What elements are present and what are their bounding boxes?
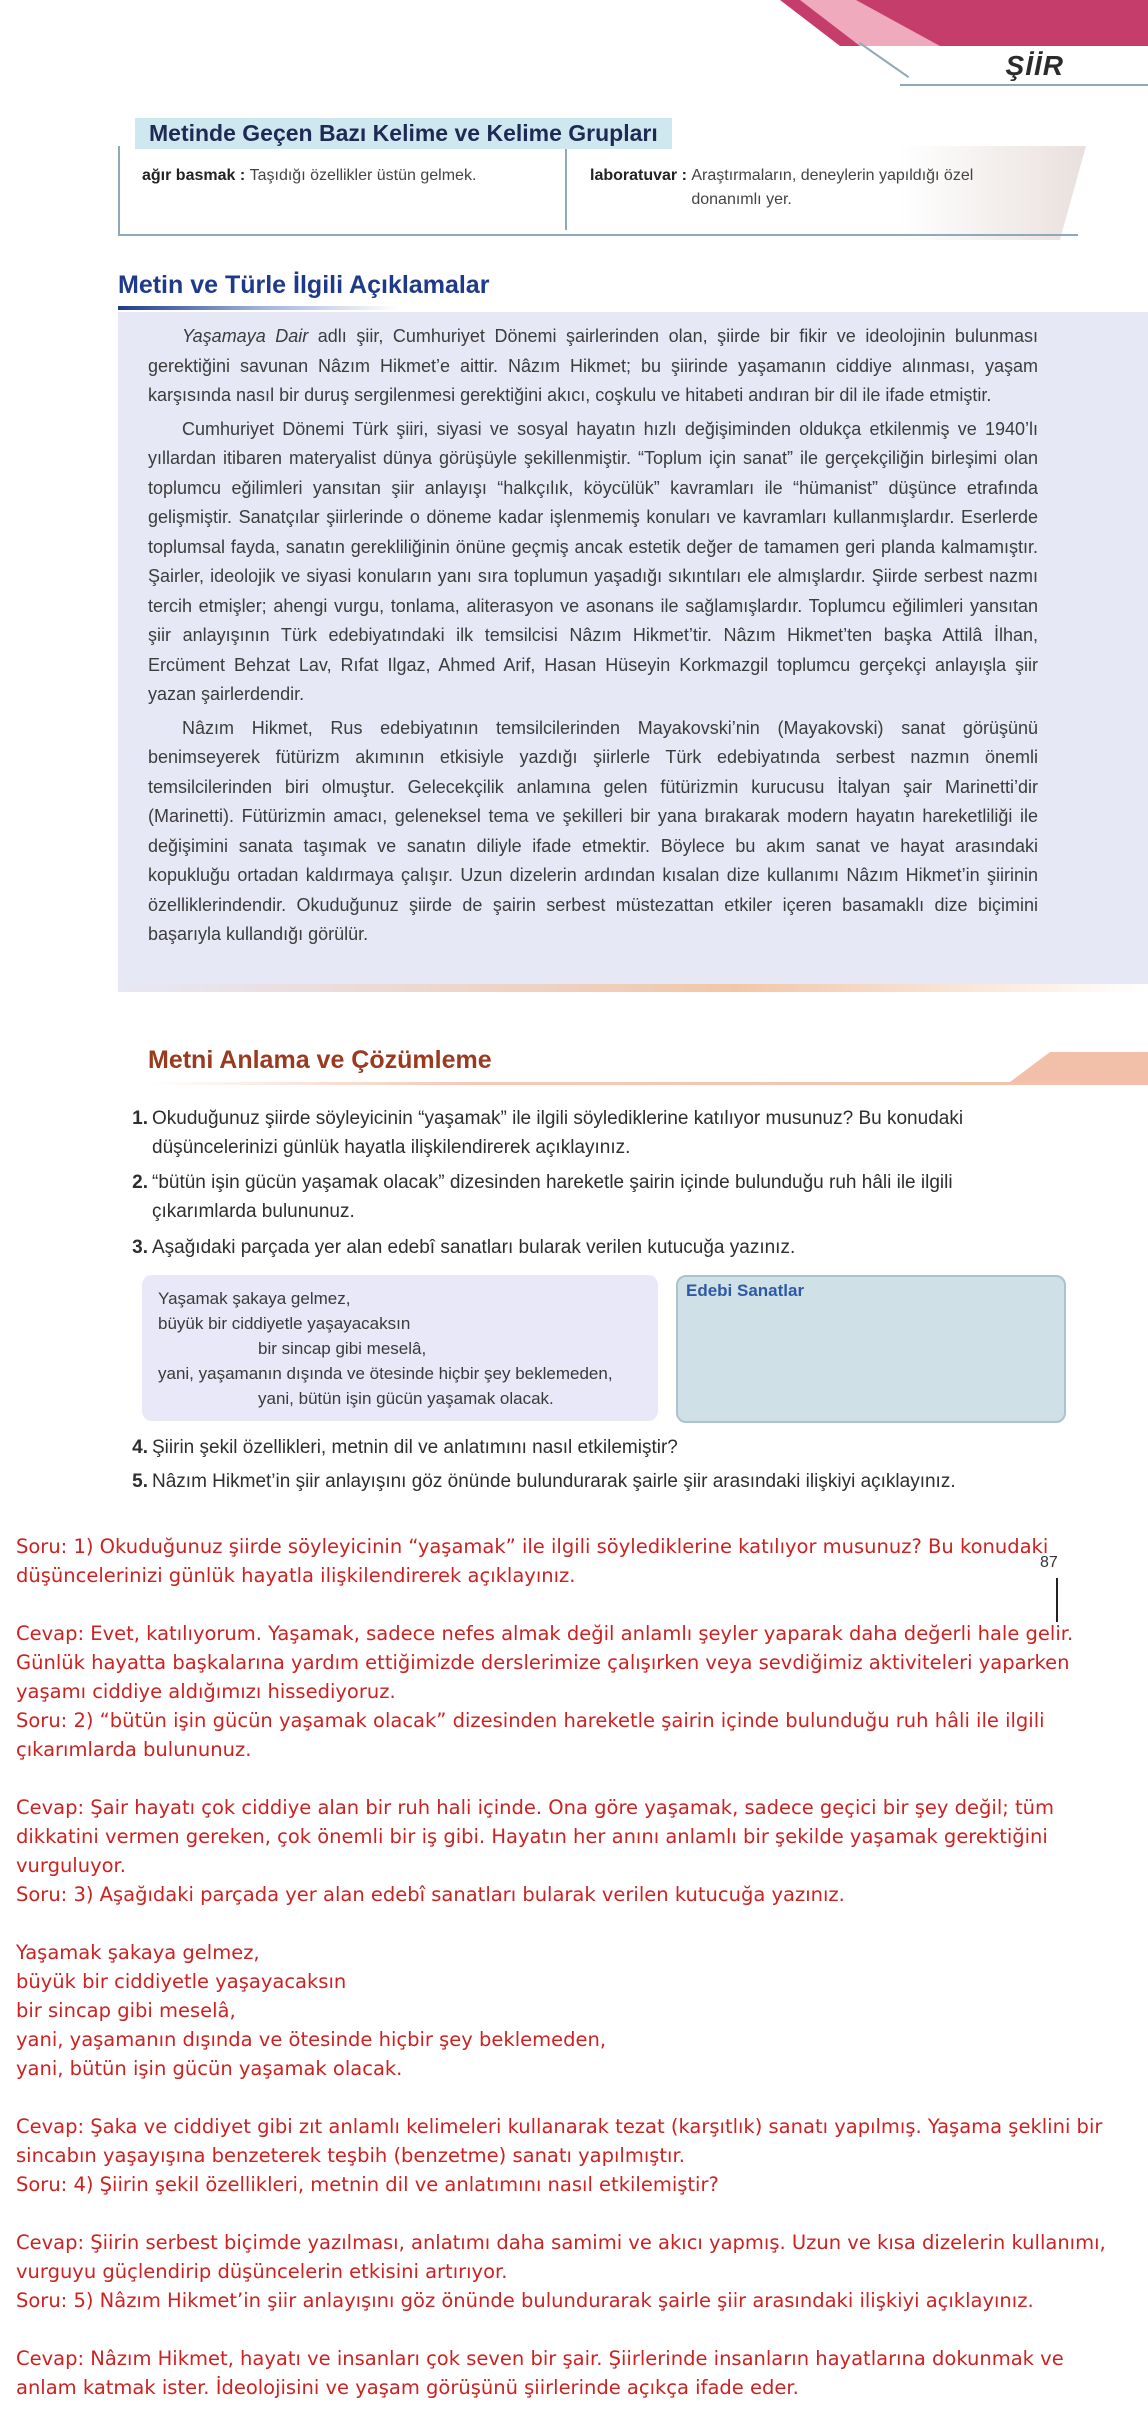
answer-question: Soru: 3) Aşağıdaki parçada yer alan edebî sanatları bularak verilen kutucuğa yazınız.	[16, 1883, 845, 1906]
question-item	[120, 1168, 1070, 1226]
answer-question: Soru: 5) Nâzım Hikmet’in şiir anlayışını göz önünde bulundurarak şairle şiir arasındaki ilişkiyi açıklayınız.	[16, 2289, 1034, 2312]
answer-text: Cevap: Şaka ve ciddiyet gibi zıt anlamlı kelimeleri kullanarak tezat (karşıtlık) sanatı yapılmış. Yaşama şeklini bir sincabın yaşayışına benzeterek teşbih (benzetme) sanatı yapılmıştır.	[16, 2115, 1109, 2167]
poem-line: büyük bir ciddiyetle yaşayacaksın	[158, 1314, 411, 1333]
answer-text: Cevap: Şiirin serbest biçimde yazılması, anlatımı daha samimi ve akıcı yapmış. Uzun ve kısa dizelerin kullanımı, vurguyu güçlendirip düşüncelerin etkisini artırıyor.	[16, 2231, 1112, 2283]
answer-text: Cevap: Evet, katılıyorum. Yaşamak, sadece nefes almak değil anlamlı şeyler yaparak daha değerli hale gelir. Günlük hayatta başkalarına yardım ettiğimizde derslerimize çalışırken veya sevdiğimiz aktiviteleri yaparken yaşamı ciddiye aldığımızı hissediyoruz.	[16, 1622, 1080, 1703]
answer-spacer	[16, 1590, 1126, 1619]
vocabulary-item: laboratuvar : Araştırmaların, deneylerin yapıldığı özel donanımlı yer.	[590, 164, 1040, 212]
header-divider-diagonal	[859, 42, 909, 78]
answer-spacer	[16, 2083, 1126, 2112]
answers-block	[16, 1532, 1126, 2402]
comprehension-title: Metni Anlama ve Çözümleme	[148, 1046, 492, 1074]
vocabulary-term: laboratuvar	[590, 167, 678, 184]
poem-line: yani, yaşamanın dışında ve ötesinde hiçbir şey beklemeden,	[158, 1364, 613, 1383]
header-divider	[900, 84, 1148, 86]
question-item	[120, 1433, 1070, 1462]
question-text: Nâzım Hikmet’in şiir anlayışını göz önünde bulundurarak şairle şiir arasındaki ilişkiyi açıklayınız.	[152, 1471, 956, 1492]
question-number: 1.	[132, 1108, 148, 1129]
comprehension-band	[1010, 1052, 1148, 1082]
poem-line: bir sincap gibi meselâ,	[258, 1339, 427, 1358]
answer-spacer	[16, 1764, 1126, 1793]
explanations-title: Metin ve Türle İlgili Açıklamalar	[118, 271, 490, 299]
answer-question: Soru: 1) Okuduğunuz şiirde söyleyicinin “yaşamak” ile ilgili söylediklerine katılıyor musunuz? Bu konudaki düşüncelerinizi günlük hayatla ilişkilendirerek açıklayınız.	[16, 1535, 1055, 1587]
question-number: 5.	[132, 1471, 148, 1492]
literary-arts-box-title: Edebi Sanatlar	[686, 1281, 805, 1300]
vocabulary-title: Metinde Geçen Bazı Kelime ve Kelime Grupları	[135, 118, 672, 149]
vocabulary-item: ağır basmak : Taşıdığı özellikler üstün gelmek.	[142, 167, 477, 184]
answer-spacer	[16, 2199, 1126, 2228]
explanations-bottom-border	[118, 984, 1148, 992]
page-number: 87	[1040, 1554, 1058, 1571]
question-number: 4.	[132, 1437, 148, 1458]
vocabulary-divider	[118, 234, 1078, 236]
question-item	[120, 1104, 1070, 1162]
answer-poem-line: bir sincap gibi meselâ,	[16, 1999, 236, 2022]
explanations-body	[148, 322, 1038, 954]
question-item	[120, 1467, 1070, 1496]
answer-spacer	[16, 1909, 1126, 1938]
question-text: Şiirin şekil özellikleri, metnin dil ve anlatımını nasıl etkilemiştir?	[152, 1437, 678, 1458]
answer-question: Soru: 4) Şiirin şekil özellikleri, metnin dil ve anlatımını nasıl etkilemiştir?	[16, 2173, 719, 2196]
question-text: Aşağıdaki parçada yer alan edebî sanatları bularak verilen kutucuğa yazınız.	[152, 1237, 796, 1258]
vocabulary-term: ağır basmak	[142, 167, 236, 184]
explanations-paragraph	[148, 322, 1038, 411]
answer-poem-line: büyük bir ciddiyetle yaşayacaksın	[16, 1970, 347, 1993]
poem-line: Yaşamak şakaya gelmez,	[158, 1289, 351, 1308]
answer-text: Cevap: Şair hayatı çok ciddiye alan bir ruh hali içinde. Ona göre yaşamak, sadece geçici bir şey değil; tüm dikkatini vermen gereken, çok önemli bir iş gibi. Hayatın her anını anlamlı bir şekilde yaşamak gerektiğini vurguluyor.	[16, 1796, 1061, 1877]
poem-title: Yaşamaya Dair	[182, 326, 309, 346]
vocabulary-separator	[565, 146, 567, 230]
explanations-paragraph: Nâzım Hikmet, Rus edebiyatının temsilcilerinden Mayakovski’nin (Mayakovski) sanat görüşünü benimseyerek fütürizm akımının etkisiyle yazdığı şiirlerle Türk edebiyatında serbest nazmın önemli temsilcilerinden biri olmuştur. Gelecekçilik anlamına gelen fütürizmin kurucusu İtalyan şair Marinetti’dir (Marinetti). Fütürizmin amacı, geleneksel tema ve şekilleri bir yana bırakarak modern hayatın hareketliliği ile değişimini sanata taşımak ve sanatın diliyle ifade etmektir. Böylece bu akım sanat ve hayat arasındaki kopukluğu ortadan kaldırmaya çalışır. Uzun dizelerin ardından kısalan dize kullanımı Nâzım Hikmet’in şiirinin özelliklerindendir. Okuduğunuz şiirde de şairin serbest müstezattan etkiler içeren basamaklı dize biçimini başarıyla kullandığı görülür.	[148, 717, 1038, 944]
poem-line: yani, bütün işin gücün yaşamak olacak.	[258, 1389, 554, 1408]
answer-poem-line: yani, yaşamanın dışında ve ötesinde hiçbir şey beklemeden,	[16, 2028, 607, 2051]
vocabulary-definition: Taşıdığı özellikler üstün gelmek.	[249, 167, 477, 184]
answer-spacer	[16, 2315, 1126, 2344]
question-number: 3.	[132, 1237, 148, 1258]
page-label: ŞİİR	[1005, 50, 1064, 81]
question-item	[120, 1233, 1070, 1262]
vocabulary-definition: Araştırmaların, deneylerin yapıldığı özel donanımlı yer.	[691, 167, 974, 208]
question-text: Okuduğunuz şiirde söyleyicinin “yaşamak” ile ilgili söylediklerine katılıyor musunuz? Bu konudaki düşüncelerinizi günlük hayatla ilişkilendirerek açıklayınız.	[152, 1108, 964, 1158]
answer-poem-line: yani, bütün işin gücün yaşamak olacak.	[16, 2057, 403, 2080]
question-number: 2.	[132, 1172, 148, 1193]
question-text: “bütün işin gücün yaşamak olacak” dizesinden hareketle şairin içinde bulunduğu ruh hâli ile ilgili çıkarımlarda bulununuz.	[152, 1172, 953, 1222]
answer-question: Soru: 2) “bütün işin gücün yaşamak olacak” dizesinden hareketle şairin içinde bulunduğu ruh hâli ile ilgili çıkarımlarda bulununuz.	[16, 1709, 1051, 1761]
explanations-title-underline	[118, 306, 398, 310]
comprehension-underline	[148, 1082, 1148, 1085]
explanations-paragraph: Cumhuriyet Dönemi Türk şiiri, siyasi ve sosyal hayatın hızlı değişiminden oldukça etkilenmiş ve 1940’lı yıllardan itibaren materyalist dünya görüşüyle şekillenmiştir. “Toplum için sanat” ile gerçekçiliğin birleşimi olan toplumcu eğilimleri yansıtan şiir anlayışı “halkçılık, köycülük” kavramları ile “hümanist” düşünce etrafında gelişmiştir. Sanatçılar şiirlerinde o döneme kadar işlenmemiş konuları ve kavramları kullanmışlardır. Eserlerde toplumsal fayda, sanatın gerekliliğinin önüne geçmiş ancak estetik değer de tamamen geri planda kalmamıştır. Şairler, ideolojik ve siyasi konuların yanı sıra toplumun yaşadığı sıkıntıları ele almışlardır. Şiirde serbest nazmı tercih etmişler; ahengi vurgu, tonlama, aliterasyon ve asonans ile sağlamışlardır. Toplumcu eğilimleri yansıtan şiir anlayışının Türk edebiyatındaki ilk temsilcisi Nâzım Hikmet’tir. Nâzım Hikmet’ten başka Attilâ İlhan, Ercüment Behzat Lav, Rıfat Ilgaz, Ahmed Arif, Hasan Hüseyin Korkmazgil toplumcu gerçekçi anlayışla şiir yazan şairlerdendir.	[148, 418, 1038, 704]
answer-text: Cevap: Nâzım Hikmet, hayatı ve insanları çok seven bir şair. Şiirlerinde insanların hayatlarına dokunmak ve anlam katmak ister. İdeolojisini ve yaşam görüşünü şiirlerinde açıkça ifade eder.	[16, 2347, 1070, 2399]
paragraph-text: adlı şiir, Cumhuriyet Dönemi şairlerinden olan, şiirde bir fikir ve ideolojinin bulunması gerektiğini savunan Nâzım Hikmet’e aittir. Nâzım Hikmet; bu şiirinde yaşamanın ciddiye alınması, yaşam karşısında nasıl bir duruş sergilenmesi gerektiğini akıcı, coşkulu ve hitabeti andıran bir dil ile ifade etmiştir.	[148, 326, 1038, 405]
answer-poem-line: Yaşamak şakaya gelmez,	[16, 1941, 260, 1964]
